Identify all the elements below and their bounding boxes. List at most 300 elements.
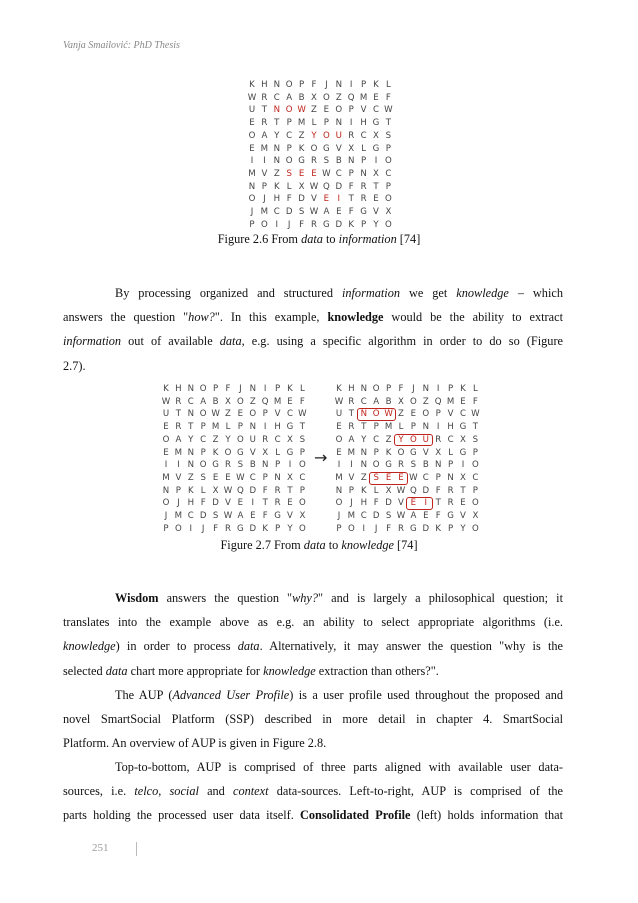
grid-letter: P	[200, 422, 206, 433]
grid-letter: F	[299, 396, 305, 407]
grid-letter: P	[348, 485, 354, 496]
grid-letter: O	[261, 219, 268, 230]
grid-letter: R	[225, 523, 231, 534]
grid-letter: P	[472, 485, 478, 496]
grid-letter: P	[286, 143, 292, 154]
grid-letter: W	[396, 511, 406, 521]
grid-letter: Z	[360, 472, 367, 483]
grid-letter: S	[298, 207, 305, 217]
grid-letter: M	[174, 447, 183, 458]
paragraph-aup: The AUP (Advanced User Profile) is a user profile used throughout the proposed and novel SmartSocial Platform (SSP) described in more detail in chapter 4. SmartSocial Platform. An overview of AUP is given in Figure 2.8.	[63, 688, 564, 751]
grid-letter: H	[348, 384, 355, 394]
grid-letter: H	[360, 118, 367, 129]
grid-letter: N	[162, 485, 170, 496]
grid-letter: Y	[361, 434, 367, 445]
grid-letter: P	[435, 472, 441, 483]
grid-letter: P	[472, 447, 478, 458]
grid-letter: R	[225, 460, 231, 471]
grid-letter: V	[360, 105, 367, 116]
grid-letter: G	[372, 118, 380, 129]
grid-letter: O	[472, 523, 479, 534]
grid-letter: V	[398, 498, 404, 509]
grid-letter: G	[360, 207, 367, 217]
grid-letter: V	[373, 207, 379, 217]
grid-letter: O	[385, 156, 392, 167]
grid-letter: F	[348, 181, 354, 192]
grid-letter: M	[248, 168, 256, 179]
grid-letter: K	[287, 384, 293, 394]
grid-letter: S	[373, 472, 379, 483]
grid-letter: A	[410, 511, 417, 521]
grid-letter: O	[472, 460, 479, 471]
grid-letter: O	[175, 523, 182, 534]
grid-letter: Z	[422, 396, 429, 407]
grid-letter: D	[422, 485, 430, 496]
grid-letter: L	[373, 485, 379, 496]
grid-letter: T	[361, 422, 367, 433]
grid-letter: F	[386, 523, 392, 534]
grid-letter: P	[385, 181, 391, 192]
grid-letter: C	[249, 472, 256, 483]
grid-letter: E	[336, 447, 342, 458]
grid-letter: M	[260, 143, 269, 154]
grid-letter: X	[373, 130, 379, 141]
grid-letter: T	[287, 485, 293, 496]
grid-letter: C	[274, 434, 281, 445]
grid-letter: F	[348, 207, 354, 217]
grid-letter: I	[250, 156, 254, 167]
grid-letter: D	[249, 523, 257, 534]
grid-letter: R	[262, 434, 269, 445]
grid-letter: T	[188, 422, 194, 433]
grid-letter: M	[384, 422, 393, 433]
grid-letter: O	[372, 409, 380, 420]
grid-letter: X	[398, 396, 404, 407]
grid-letter: T	[348, 194, 354, 205]
grid-letter: P	[275, 523, 281, 534]
grid-letter: W	[409, 472, 418, 483]
grid-letter: I	[349, 80, 353, 90]
grid-letter: O	[372, 384, 380, 394]
grid-letter: K	[212, 447, 219, 458]
grid-letter: B	[212, 396, 219, 407]
grid-letter: P	[361, 219, 367, 230]
grid-letter: O	[410, 396, 417, 407]
grid-letter: O	[335, 105, 343, 116]
running-header: Vanja Smailović: PhD Thesis	[63, 40, 180, 51]
paragraph-aup-structure: Top-to-bottom, AUP is comprised of three parts aligned with available user data- sources, i.e. telco, social and context data-sources. Left-to-right, AUP is comprised of the parts holding the processed user data itself. Consolidated Profile (left) holds information that	[63, 760, 564, 823]
page-number: 251	[92, 842, 109, 854]
grid-letter: C	[187, 511, 194, 521]
grid-letter: J	[374, 523, 378, 534]
grid-letter: O	[199, 384, 207, 394]
grid-letter: Y	[188, 434, 194, 445]
grid-letter: E	[237, 409, 244, 420]
grid-letter: X	[460, 434, 466, 445]
grid-letter: O	[422, 409, 430, 420]
grid-letter: K	[460, 384, 466, 394]
grid-letter: R	[348, 130, 355, 141]
grid-letter: E	[323, 105, 330, 116]
grid-letter: Z	[385, 434, 392, 445]
grid-letter: D	[285, 207, 293, 217]
grid-letter: J	[350, 498, 353, 509]
grid-letter: L	[472, 384, 478, 394]
grid-letter: A	[323, 207, 330, 217]
grid-letter: O	[335, 434, 343, 445]
grid-letter: O	[248, 194, 256, 205]
grid-letter: C	[200, 434, 207, 445]
grid-letter: V	[225, 498, 231, 509]
grid-letter: D	[212, 498, 219, 509]
grid-letter: R	[435, 434, 442, 445]
grid-letter: V	[447, 409, 454, 420]
grid-letter: S	[385, 130, 392, 141]
grid-letter: R	[261, 118, 268, 129]
grid-letter: J	[263, 194, 266, 205]
grid-letter: V	[348, 472, 355, 483]
grid-letter: K	[273, 181, 280, 192]
grid-letter: X	[262, 447, 269, 458]
grid-letter: S	[410, 460, 417, 471]
grid-letter: K	[348, 219, 354, 230]
grid-letter: V	[311, 194, 317, 205]
grid-letter: N	[347, 156, 355, 167]
grid-letter: Z	[225, 409, 231, 420]
grid-letter: O	[237, 396, 244, 407]
grid-letter: O	[162, 434, 170, 445]
grid-letter: P	[323, 118, 329, 129]
grid-letter: C	[273, 92, 280, 103]
grid-letter: I	[349, 118, 353, 129]
page-number-divider	[136, 842, 137, 856]
grid-letter: C	[335, 168, 342, 179]
grid-letter: U	[335, 130, 342, 141]
grid-letter: G	[212, 460, 219, 471]
grid-letter: R	[447, 498, 454, 509]
grid-letter: A	[348, 434, 355, 445]
grid-letter: P	[286, 118, 292, 129]
grid-letter: Q	[347, 92, 355, 103]
grid-letter: L	[398, 422, 404, 433]
grid-letter: Q	[323, 181, 330, 192]
grid-letter: X	[472, 511, 479, 521]
grid-letter: S	[212, 511, 219, 521]
grid-letter: O	[348, 523, 355, 534]
grid-letter: F	[225, 384, 231, 394]
grid-letter: O	[162, 498, 170, 509]
grid-letter: V	[422, 447, 429, 458]
grid-letter: Z	[212, 434, 219, 445]
grid-letter: H	[175, 384, 182, 394]
grid-letter: M	[273, 396, 282, 407]
grid-letter: K	[373, 80, 379, 90]
grid-letter: W	[223, 485, 233, 496]
grid-letter: G	[237, 447, 244, 458]
grid-letter: P	[299, 80, 305, 90]
highlighted-word-box	[406, 497, 433, 510]
grid-letter: J	[412, 384, 415, 394]
grid-letter: G	[286, 422, 294, 433]
figure-2-7-caption: Figure 2.7 From data to knowledge [74]	[220, 538, 418, 552]
grid-letter: P	[373, 422, 379, 433]
grid-letter: Y	[311, 130, 317, 141]
grid-letter: P	[348, 105, 354, 116]
grid-letter: P	[175, 485, 181, 496]
grid-letter: X	[435, 447, 442, 458]
grid-letter: E	[323, 194, 330, 205]
grid-letter: A	[286, 92, 293, 103]
grid-letter: O	[224, 447, 232, 458]
grid-letter: I	[374, 156, 378, 167]
grid-letter: I	[362, 523, 366, 534]
grid-letter: L	[200, 485, 206, 496]
figure-2-7-grid-knowledge	[333, 383, 483, 535]
grid-letter: R	[398, 460, 404, 471]
grid-letter: F	[435, 511, 441, 521]
grid-letter: T	[373, 181, 379, 192]
grid-letter: L	[275, 447, 280, 458]
grid-letter: Z	[273, 168, 280, 179]
grid-letter: P	[237, 422, 243, 433]
grid-letter: N	[335, 118, 343, 129]
grid-letter: C	[360, 511, 367, 521]
grid-letter: E	[287, 396, 293, 407]
grid-letter: E	[287, 498, 293, 509]
grid-letter: P	[348, 168, 354, 179]
grid-letter: L	[311, 118, 317, 129]
grid-letter: R	[261, 92, 268, 103]
grid-letter: Z	[335, 92, 342, 103]
grid-letter: P	[448, 460, 454, 471]
grid-letter: G	[286, 447, 294, 458]
grid-letter: M	[297, 118, 306, 129]
grid-letter: O	[285, 156, 293, 167]
grid-letter: O	[237, 434, 244, 445]
grid-letter: G	[323, 219, 330, 230]
grid-letter: N	[360, 409, 368, 420]
grid-letter: G	[298, 156, 305, 167]
grid-letter: K	[249, 80, 255, 90]
grid-letter: O	[335, 498, 343, 509]
grid-letter: E	[163, 447, 169, 458]
grid-letter: K	[187, 485, 194, 496]
grid-letter: X	[299, 511, 306, 521]
grid-letter: X	[287, 434, 293, 445]
grid-letter: P	[262, 409, 268, 420]
grid-letter: P	[262, 472, 268, 483]
grid-letter: P	[261, 181, 267, 192]
grid-letter: W	[298, 409, 307, 420]
grid-letter: E	[249, 143, 255, 154]
grid-letter: G	[410, 447, 417, 458]
grid-letter: T	[385, 118, 392, 129]
grid-letter: U	[249, 434, 256, 445]
grid-letter: O	[299, 460, 306, 471]
grid-letter: I	[461, 460, 465, 471]
grid-letter: V	[249, 447, 256, 458]
grid-letter: F	[373, 498, 379, 509]
grid-letter: Z	[398, 409, 404, 420]
grid-letter: R	[348, 396, 355, 407]
grid-letter: P	[448, 384, 454, 394]
grid-letter: E	[250, 511, 256, 521]
grid-letter: E	[398, 472, 404, 483]
grid-letter: P	[361, 80, 367, 90]
grid-letter: A	[237, 511, 244, 521]
grid-letter: T	[261, 105, 268, 116]
grid-letter: H	[187, 498, 195, 509]
grid-letter: M	[446, 396, 455, 407]
grid-letter: K	[385, 447, 392, 458]
grid-letter: B	[422, 460, 429, 471]
grid-letter: I	[275, 219, 279, 230]
grid-letter: L	[385, 80, 391, 90]
grid-letter: V	[261, 168, 268, 179]
grid-letter: P	[213, 384, 219, 394]
grid-letter: E	[298, 168, 305, 179]
grid-letter: U	[422, 434, 429, 445]
grid-letter: N	[360, 447, 368, 458]
grid-letter: X	[298, 181, 305, 192]
grid-letter: Y	[398, 434, 404, 445]
grid-letter: B	[385, 396, 392, 407]
grid-letter: N	[434, 460, 442, 471]
grid-letter: K	[298, 143, 305, 154]
grid-letter: R	[274, 498, 281, 509]
grid-letter: N	[335, 80, 343, 90]
grid-letter: H	[360, 498, 368, 509]
grid-letter: W	[384, 409, 393, 420]
grid-letter: F	[213, 523, 219, 534]
grid-letter: N	[447, 472, 454, 483]
grid-letter: M	[359, 92, 368, 103]
grid-letter: G	[372, 143, 380, 154]
grid-letter: K	[262, 523, 268, 534]
grid-letter: W	[223, 511, 233, 521]
grid-letter: P	[299, 447, 305, 458]
grid-letter: B	[249, 460, 256, 471]
figure-2-6-letter-grid	[246, 79, 396, 231]
grid-letter: O	[385, 219, 392, 230]
grid-letter: I	[263, 156, 266, 167]
grid-letter: I	[436, 422, 440, 433]
grid-letter: E	[373, 92, 379, 103]
grid-letter: E	[336, 207, 342, 217]
grid-letter: P	[448, 523, 454, 534]
grid-letter: K	[336, 384, 342, 394]
grid-letter: I	[263, 422, 267, 433]
grid-letter: W	[334, 396, 344, 407]
grid-letter: G	[385, 460, 392, 471]
grid-letter: V	[335, 143, 342, 154]
grid-letter: F	[262, 511, 268, 521]
grid-letter: C	[372, 105, 379, 116]
grid-letter: M	[347, 447, 356, 458]
grid-letter: R	[360, 181, 367, 192]
grid-letter: X	[385, 207, 392, 217]
grid-letter: J	[201, 523, 205, 534]
grid-letter: B	[298, 92, 305, 103]
grid-letter: V	[274, 409, 281, 420]
grid-letter: D	[335, 219, 343, 230]
grid-letter: N	[187, 384, 195, 394]
grid-letter: M	[174, 511, 183, 521]
grid-letter: E	[212, 472, 219, 483]
grid-letter: F	[299, 219, 305, 230]
grid-letter: C	[447, 434, 454, 445]
grid-letter: A	[175, 434, 182, 445]
grid-letter: I	[177, 460, 180, 471]
grid-letter: O	[397, 447, 405, 458]
grid-letter: Z	[311, 105, 317, 116]
grid-letter: T	[435, 498, 441, 509]
highlighted-word-box	[369, 472, 408, 485]
grid-letter: E	[373, 194, 379, 205]
grid-letter: D	[249, 485, 257, 496]
grid-letter: M	[335, 472, 343, 483]
grid-letter: S	[286, 168, 292, 179]
grid-letter: O	[248, 130, 256, 141]
grid-letter: N	[422, 384, 430, 394]
grid-letter: N	[187, 447, 195, 458]
grid-letter: P	[249, 219, 255, 230]
figure-2-6-caption: Figure 2.6 From data to information [74]	[217, 232, 421, 246]
grid-letter: D	[298, 194, 305, 205]
grid-letter: N	[187, 409, 195, 420]
grid-letter: V	[175, 472, 182, 483]
grid-letter: Y	[274, 130, 280, 141]
arrow-icon: →	[314, 448, 328, 467]
grid-letter: I	[436, 384, 440, 394]
grid-letter: C	[360, 130, 367, 141]
grid-letter: O	[299, 523, 306, 534]
grid-letter: Z	[249, 396, 256, 407]
grid-letter: O	[372, 460, 380, 471]
grid-letter: L	[286, 181, 292, 192]
grid-letter: I	[251, 498, 255, 509]
grid-letter: N	[273, 80, 281, 90]
grid-letter: X	[348, 143, 355, 154]
grid-letter: E	[225, 472, 231, 483]
grid-letter: C	[459, 409, 466, 420]
grid-letter: X	[460, 472, 466, 483]
grid-letter: S	[385, 511, 392, 521]
grid-letter: W	[384, 105, 393, 116]
grid-letter: O	[199, 460, 207, 471]
grid-letter: T	[472, 422, 479, 433]
grid-letter: N	[273, 105, 281, 116]
grid-letter: R	[175, 422, 182, 433]
grid-letter: V	[287, 511, 293, 521]
grid-letter: C	[385, 168, 392, 179]
grid-letter: A	[261, 130, 268, 141]
grid-letter: O	[249, 409, 257, 420]
grid-letter: H	[273, 194, 281, 205]
grid-letter: I	[337, 194, 341, 205]
grid-letter: B	[335, 156, 342, 167]
grid-letter: I	[164, 460, 168, 471]
grid-letter: Q	[410, 485, 417, 496]
grid-letter: G	[447, 511, 454, 521]
grid-letter: N	[274, 472, 281, 483]
grid-letter: A	[373, 396, 380, 407]
grid-letter: Q	[237, 485, 244, 496]
grid-letter: T	[460, 485, 466, 496]
grid-letter: H	[261, 80, 268, 90]
grid-letter: D	[422, 523, 430, 534]
grid-letter: P	[385, 143, 391, 154]
